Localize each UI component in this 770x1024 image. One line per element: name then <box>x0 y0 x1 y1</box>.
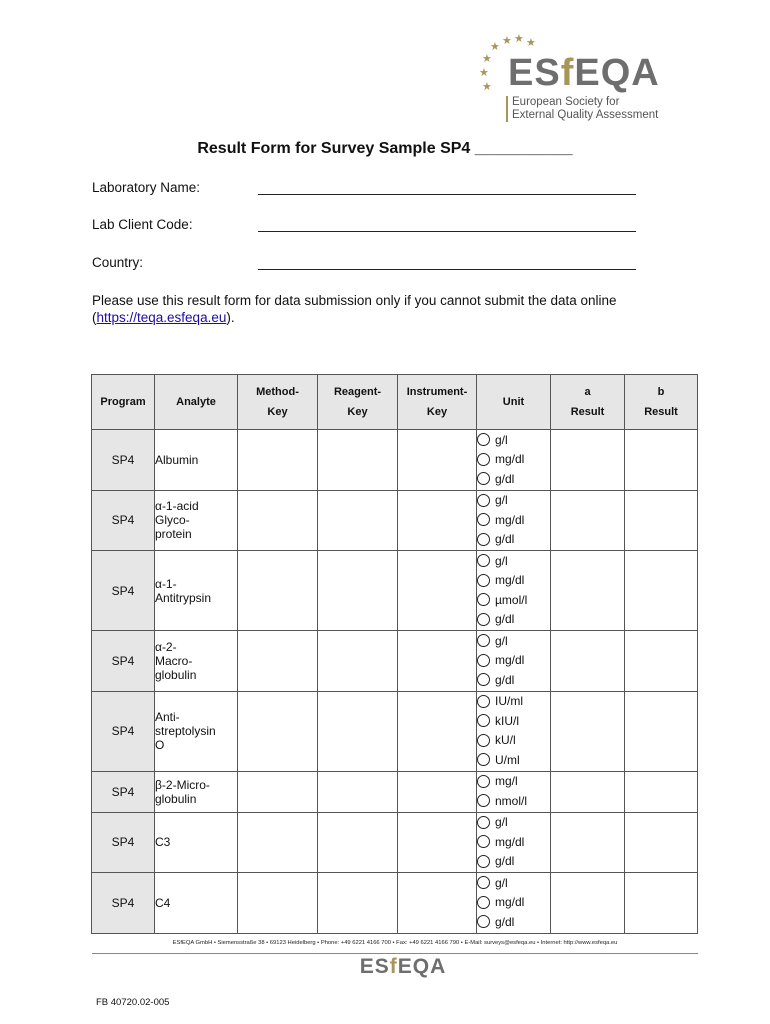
submission-note: Please use this result form for data submission only if you cannot submit the data online (https://teqa.esfeqa.eu). <box>92 293 617 325</box>
radio-icon[interactable] <box>477 494 490 507</box>
analyte-line: α-1-acid <box>155 499 199 514</box>
table-row <box>92 631 698 692</box>
lab-client-code-field[interactable] <box>258 217 636 232</box>
analyte-cell <box>155 631 238 692</box>
unit-option[interactable] <box>477 772 550 792</box>
radio-icon[interactable] <box>477 915 490 928</box>
reagent-key-cell[interactable] <box>318 551 398 631</box>
unit-label: mg/dl <box>495 895 525 910</box>
a-result-cell[interactable] <box>551 691 625 771</box>
form-number: FB 40720.02-005 <box>96 997 170 1008</box>
analyte-cell <box>155 490 238 551</box>
radio-icon[interactable] <box>477 654 490 667</box>
program-cell: SP4 <box>92 551 155 631</box>
unit-option[interactable] <box>477 430 550 450</box>
radio-icon[interactable] <box>477 714 490 727</box>
unit-option[interactable] <box>477 893 550 913</box>
unit-option[interactable] <box>477 450 550 470</box>
radio-icon[interactable] <box>477 855 490 868</box>
header-b-result: b Result <box>625 375 698 430</box>
form-title: Result Form for Survey Sample SP4 ___________ <box>197 140 573 157</box>
radio-icon[interactable] <box>477 433 490 446</box>
radio-icon[interactable] <box>477 876 490 889</box>
unit-cell <box>477 771 551 812</box>
unit-label: g/dl <box>495 612 515 627</box>
unit-label: µmol/l <box>495 592 528 607</box>
b-result-cell[interactable] <box>625 430 698 491</box>
unit-label: mg/l <box>495 774 518 789</box>
header-method-key: Method- Key <box>238 375 318 430</box>
header-analyte: Analyte <box>155 375 238 430</box>
unit-label: mg/dl <box>495 653 525 668</box>
analyte-line: Macro- <box>155 653 193 668</box>
radio-icon[interactable] <box>477 554 490 567</box>
instrument-key-cell[interactable] <box>398 771 477 812</box>
logo-subtitle: European Society for External Quality Assessment <box>512 96 659 121</box>
analyte-cell <box>155 430 238 491</box>
analyte-line: C4 <box>155 895 171 910</box>
header-unit: Unit <box>477 375 551 430</box>
unit-option[interactable] <box>477 670 550 690</box>
unit-label: g/l <box>495 815 508 830</box>
instrument-key-cell[interactable] <box>398 691 477 771</box>
analyte-cell <box>155 691 238 771</box>
analyte-line: streptolysin <box>155 724 216 738</box>
method-key-cell[interactable] <box>238 430 318 491</box>
unit-option[interactable] <box>477 791 550 811</box>
unit-option[interactable] <box>477 491 550 511</box>
reagent-key-cell[interactable] <box>318 812 398 873</box>
program-cell: SP4 <box>92 430 155 491</box>
unit-label: nmol/l <box>495 793 528 808</box>
program-cell: SP4 <box>92 771 155 812</box>
analyte-line: globulin <box>155 667 197 682</box>
table-row <box>92 691 698 771</box>
unit-cell <box>477 490 551 551</box>
reagent-key-cell[interactable] <box>318 490 398 551</box>
star-icon: ★ <box>479 67 489 79</box>
radio-icon[interactable] <box>477 472 490 485</box>
unit-option[interactable] <box>477 610 550 630</box>
analyte-cell <box>155 551 238 631</box>
unit-label: mg/dl <box>495 512 525 527</box>
unit-label: g/dl <box>495 471 515 486</box>
analyte-line: Glyco- <box>155 513 190 528</box>
unit-cell <box>477 873 551 934</box>
table-row <box>92 551 698 631</box>
country-label: Country: <box>92 255 144 270</box>
analyte-line: globulin <box>155 791 197 806</box>
analyte-line: protein <box>155 527 192 542</box>
unit-label: mg/dl <box>495 573 525 588</box>
table-row <box>92 490 698 551</box>
unit-label: IU/ml <box>495 694 523 709</box>
method-key-cell[interactable] <box>238 771 318 812</box>
unit-label: g/dl <box>495 672 515 687</box>
footer-divider <box>92 953 698 954</box>
unit-option[interactable] <box>477 912 550 932</box>
b-result-cell[interactable] <box>625 771 698 812</box>
table-row <box>92 812 698 873</box>
b-result-cell[interactable] <box>625 551 698 631</box>
radio-icon[interactable] <box>477 695 490 708</box>
b-result-cell[interactable] <box>625 490 698 551</box>
unit-label: g/l <box>495 875 508 890</box>
analyte-line: Antitrypsin <box>155 590 212 605</box>
radio-icon[interactable] <box>477 794 490 807</box>
program-cell: SP4 <box>92 812 155 873</box>
header-instrument-key: Instrument- Key <box>398 375 477 430</box>
analyte-line: α-2- <box>155 639 177 654</box>
unit-label: U/ml <box>495 752 520 767</box>
header-program: Program <box>92 375 155 430</box>
esfeqa-logo <box>478 32 678 124</box>
unit-label: mg/dl <box>495 834 525 849</box>
unit-cell <box>477 812 551 873</box>
unit-label: mg/dl <box>495 452 525 467</box>
logo-divider <box>506 96 508 122</box>
table-row <box>92 873 698 934</box>
program-cell: SP4 <box>92 691 155 771</box>
program-cell: SP4 <box>92 490 155 551</box>
unit-label: g/dl <box>495 854 515 869</box>
unit-option[interactable] <box>477 692 550 712</box>
a-result-cell[interactable] <box>551 631 625 692</box>
analyte-line: Albumin <box>155 452 199 467</box>
radio-icon[interactable] <box>477 753 490 766</box>
analyte-line: α-1- <box>155 576 177 591</box>
unit-label: g/dl <box>495 532 515 547</box>
unit-option[interactable] <box>477 551 550 571</box>
a-result-cell[interactable] <box>551 490 625 551</box>
footer-logo: ESfEQA <box>359 955 447 978</box>
radio-icon[interactable] <box>477 634 490 647</box>
b-result-cell[interactable] <box>625 691 698 771</box>
reagent-key-cell[interactable] <box>318 691 398 771</box>
analyte-cell <box>155 771 238 812</box>
b-result-cell[interactable] <box>625 631 698 692</box>
radio-icon[interactable] <box>477 513 490 526</box>
method-key-cell[interactable] <box>238 631 318 692</box>
star-icon: ★ <box>482 81 492 93</box>
unit-option[interactable] <box>477 590 550 610</box>
unit-option[interactable] <box>477 711 550 731</box>
unit-option[interactable] <box>477 731 550 751</box>
instrument-key-cell[interactable] <box>398 551 477 631</box>
results-table <box>91 374 698 934</box>
unit-option[interactable] <box>477 631 550 651</box>
radio-icon[interactable] <box>477 613 490 626</box>
instrument-key-cell[interactable] <box>398 812 477 873</box>
unit-label: kU/l <box>495 733 516 748</box>
unit-option[interactable] <box>477 873 550 893</box>
analyte-cell <box>155 812 238 873</box>
radio-icon[interactable] <box>477 453 490 466</box>
b-result-cell[interactable] <box>625 812 698 873</box>
star-icon: ★ <box>482 53 492 65</box>
lab-client-code-label: Lab Client Code: <box>92 217 193 232</box>
online-submission-link[interactable]: https://teqa.esfeqa.eu <box>96 310 227 325</box>
method-key-cell[interactable] <box>238 490 318 551</box>
analyte-line: C3 <box>155 835 171 850</box>
header-a-result: a Result <box>551 375 625 430</box>
radio-icon[interactable] <box>477 574 490 587</box>
star-icon: ★ <box>514 33 524 45</box>
table-header-row <box>92 375 698 430</box>
method-key-cell[interactable] <box>238 691 318 771</box>
unit-option[interactable] <box>477 510 550 530</box>
reagent-key-cell[interactable] <box>318 873 398 934</box>
radio-icon[interactable] <box>477 835 490 848</box>
unit-option[interactable] <box>477 852 550 872</box>
radio-icon[interactable] <box>477 673 490 686</box>
unit-label: g/dl <box>495 914 515 929</box>
a-result-cell[interactable] <box>551 812 625 873</box>
unit-option[interactable] <box>477 750 550 770</box>
method-key-cell[interactable] <box>238 812 318 873</box>
laboratory-name-label: Laboratory Name: <box>92 180 201 195</box>
star-icon: ★ <box>502 35 512 47</box>
star-icon: ★ <box>490 41 500 53</box>
reagent-key-cell[interactable] <box>318 771 398 812</box>
radio-icon[interactable] <box>477 593 490 606</box>
unit-label: kIU/l <box>495 713 519 728</box>
instrument-key-cell[interactable] <box>398 490 477 551</box>
unit-cell <box>477 551 551 631</box>
radio-icon[interactable] <box>477 896 490 909</box>
unit-label: g/l <box>495 633 508 648</box>
a-result-cell[interactable] <box>551 771 625 812</box>
table-row <box>92 430 698 491</box>
country-field[interactable] <box>258 255 636 270</box>
table-row <box>92 771 698 812</box>
instrument-key-cell[interactable] <box>398 873 477 934</box>
logo-wordmark: ESfEQA <box>508 52 660 94</box>
unit-option[interactable] <box>477 530 550 550</box>
a-result-cell[interactable] <box>551 551 625 631</box>
unit-option[interactable] <box>477 651 550 671</box>
a-result-cell[interactable] <box>551 430 625 491</box>
a-result-cell[interactable] <box>551 873 625 934</box>
analyte-line: Anti- <box>155 710 180 724</box>
radio-icon[interactable] <box>477 533 490 546</box>
unit-cell <box>477 631 551 692</box>
star-icon: ★ <box>526 37 536 49</box>
unit-cell <box>477 430 551 491</box>
unit-label: g/l <box>495 432 508 447</box>
method-key-cell[interactable] <box>238 551 318 631</box>
unit-label: g/l <box>495 493 508 508</box>
footer-address: ESfEQA GmbH • Siemensstraße 38 • 69123 Heidelberg • Phone: +49 6221 4166 700 • Fax: +49 6221 4166 790 • E-Mail: surveys@esfeqa.eu • Internet: http://www.esfeqa.eu <box>172 940 618 946</box>
program-cell: SP4 <box>92 873 155 934</box>
radio-icon[interactable] <box>477 816 490 829</box>
radio-icon[interactable] <box>477 775 490 788</box>
analyte-line: O <box>155 738 165 752</box>
analyte-line: β-2-Micro- <box>155 777 210 792</box>
analyte-cell <box>155 873 238 934</box>
instrument-key-cell[interactable] <box>398 430 477 491</box>
unit-option[interactable] <box>477 832 550 852</box>
method-key-cell[interactable] <box>238 873 318 934</box>
unit-label: g/l <box>495 553 508 568</box>
radio-icon[interactable] <box>477 734 490 747</box>
unit-option[interactable] <box>477 469 550 489</box>
reagent-key-cell[interactable] <box>318 430 398 491</box>
instrument-key-cell[interactable] <box>398 631 477 692</box>
unit-cell <box>477 691 551 771</box>
unit-option[interactable] <box>477 813 550 833</box>
laboratory-name-field[interactable] <box>258 180 636 195</box>
b-result-cell[interactable] <box>625 873 698 934</box>
reagent-key-cell[interactable] <box>318 631 398 692</box>
program-cell: SP4 <box>92 631 155 692</box>
header-reagent-key: Reagent- Key <box>318 375 398 430</box>
unit-option[interactable] <box>477 571 550 591</box>
